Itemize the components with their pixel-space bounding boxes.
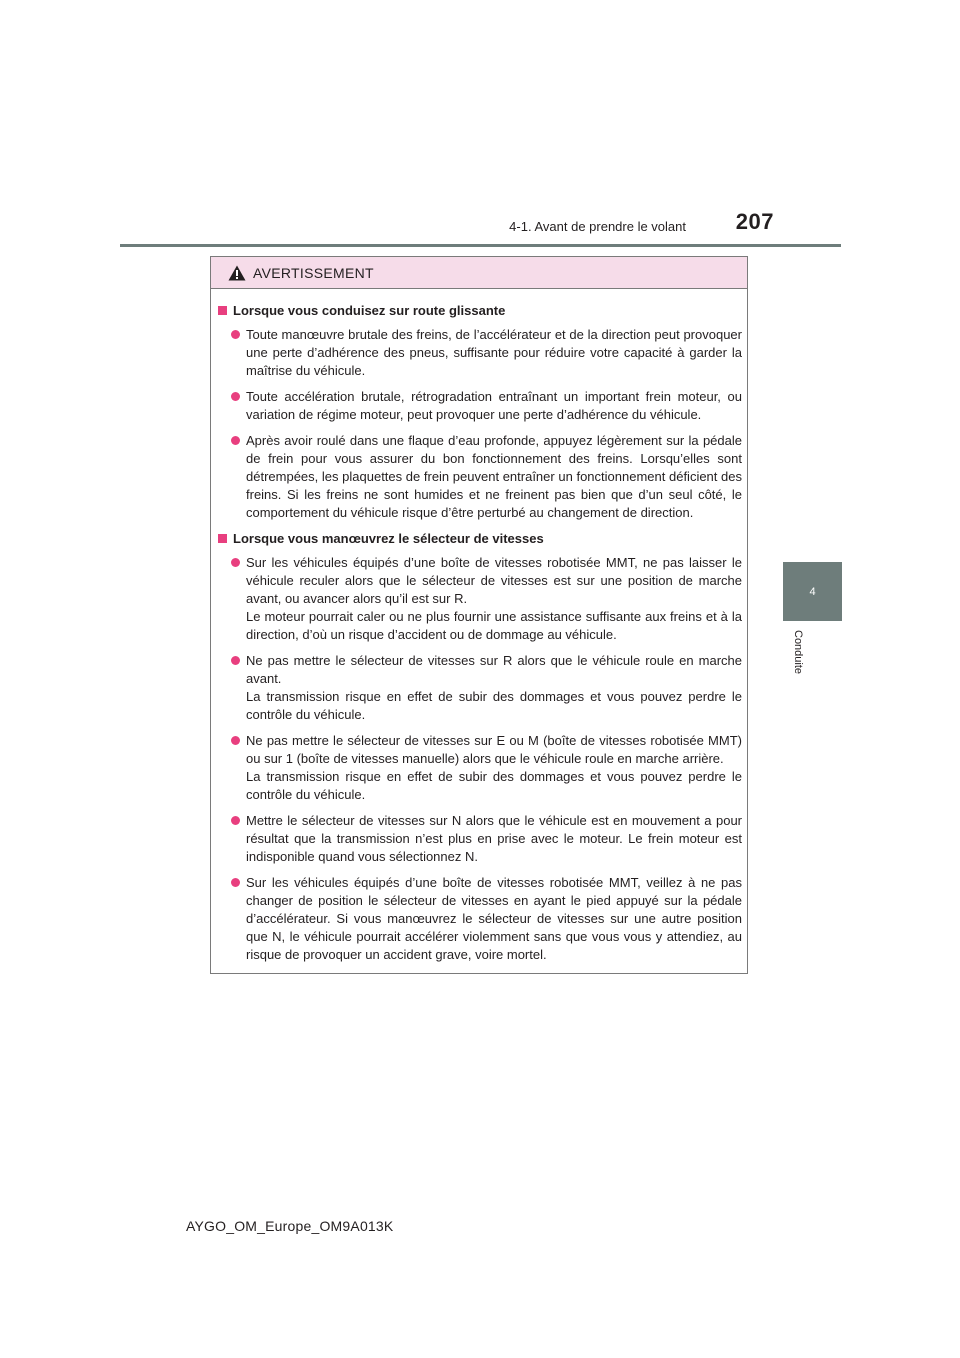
document-code: AYGO_OM_Europe_OM9A013K: [186, 1218, 394, 1234]
chapter-tab: [783, 562, 842, 621]
list-item: [231, 732, 742, 804]
list-item: [231, 554, 742, 644]
list-item: [231, 432, 742, 522]
paragraph: Toute accélération brutale, rétrogradation entraînant un important frein moteur, ou variation de régime moteur, peut provoquer une perte d’adhérence du véhicule.: [246, 389, 742, 422]
warning-body: [211, 289, 747, 964]
warning-title: AVERTISSEMENT: [253, 264, 374, 281]
list-item: [231, 812, 742, 866]
square-bullet-icon: [218, 306, 227, 315]
section-title: 4-1. Avant de prendre le volant: [509, 219, 686, 234]
paragraph: Sur les véhicules équipés d’une boîte de vitesses robotisée MMT, veillez à ne pas changer de position le sélecteur de vitesses en ayant le pied appuyé sur la pédale d’accélérateur. Si vous manœuvrez le sélecteur de vitesses sur une autre position que N, le véhicule pourrait accélérer violemment sans que vous vous y attendiez, au risque de provoquer un accident grave, voire mortel.: [246, 875, 742, 962]
paragraph: Après avoir roulé dans une flaque d’eau profonde, appuyez légèrement sur la pédale de frein pour vous assurer du bon fonctionnement des freins. Lorsqu’elles sont détrempées, les plaquettes de frein peuvent entraîner un fonctionnement déficient des freins. Si les freins ne sont humides et ne freinent pas bien que d’un seul côté, le comportement du véhicule risque d’être perturbé au changement de direction.: [246, 433, 742, 520]
chapter-number: 4: [809, 585, 816, 598]
warning-header: [211, 257, 747, 289]
section-heading-text: Lorsque vous conduisez sur route glissante: [233, 303, 506, 318]
paragraph: Mettre le sélecteur de vitesses sur N alors que le véhicule est en mouvement a pour résultat que la transmission n’est plus en prise avec le moteur. Le frein moteur est indisponible quand vous sélectionnez N.: [246, 813, 742, 864]
list-item-text: [246, 388, 742, 424]
list-item: [231, 874, 742, 964]
paragraph: Ne pas mettre le sélecteur de vitesses sur R alors que le véhicule roule en marche avant.: [246, 653, 742, 686]
header-divider: [120, 244, 841, 247]
paragraph: La transmission risque en effet de subir des dommages et vous pouvez perdre le contrôle du véhicule.: [246, 769, 742, 802]
round-bullet-icon: [231, 558, 240, 567]
round-bullet-icon: [231, 392, 240, 401]
list-item-text: [246, 432, 742, 522]
round-bullet-icon: [231, 816, 240, 825]
section-heading: [216, 302, 742, 320]
page-number: 207: [735, 209, 774, 234]
round-bullet-icon: [231, 878, 240, 887]
paragraph: La transmission risque en effet de subir des dommages et vous pouvez perdre le contrôle du véhicule.: [246, 689, 742, 722]
section-heading-text: Lorsque vous manœuvrez le sélecteur de vitesses: [233, 531, 544, 546]
warning-triangle-icon: [228, 265, 246, 281]
list-item: [231, 652, 742, 724]
list-item: [231, 326, 742, 380]
list-item-text: [246, 812, 742, 866]
list-item-text: [246, 554, 742, 644]
round-bullet-icon: [231, 330, 240, 339]
list-item-text: [246, 732, 742, 804]
list-item-text: [246, 326, 742, 380]
paragraph: Le moteur pourrait caler ou ne plus fournir une assistance suffisante aux freins et à la direction, d’où un risque d’accident ou de dommage au véhicule.: [246, 609, 742, 642]
paragraph: Toute manœuvre brutale des freins, de l’accélérateur et de la direction peut provoquer une perte d’adhérence des pneus, suffisante pour réduire votre capacité à garder la maîtrise du véhicule.: [246, 327, 742, 378]
list-item-text: [246, 652, 742, 724]
round-bullet-icon: [231, 656, 240, 665]
round-bullet-icon: [231, 436, 240, 445]
chapter-label: Conduite: [792, 630, 804, 675]
warning-box: [210, 256, 748, 974]
paragraph: Sur les véhicules équipés d’une boîte de vitesses robotisée MMT, ne pas laisser le véhicule reculer alors que le sélecteur de vitesses est sur une position de marche avant, ou avancer alors qu’il est sur R.: [246, 555, 742, 606]
paragraph: Ne pas mettre le sélecteur de vitesses sur E ou M (boîte de vitesses robotisée MMT) ou sur 1 (boîte de vitesses manuelle) alors que le véhicule roule en marche arrière.: [246, 733, 742, 766]
round-bullet-icon: [231, 736, 240, 745]
square-bullet-icon: [218, 534, 227, 543]
list-item-text: [246, 874, 742, 964]
section-heading: [216, 530, 742, 548]
list-item: [231, 388, 742, 424]
